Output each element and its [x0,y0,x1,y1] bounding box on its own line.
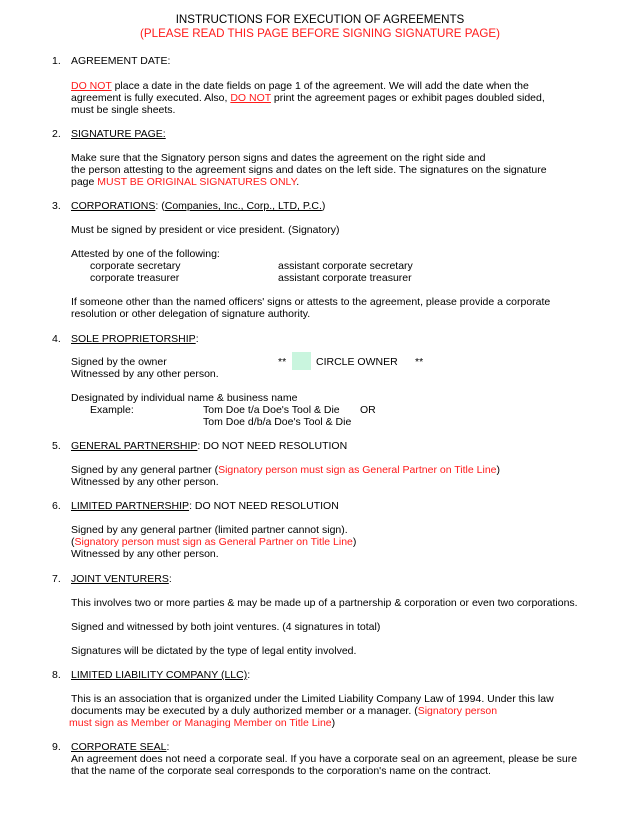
signatory-note: Signatory person must sign as General Partner on Title Line [218,464,497,476]
stars-marker: ** [415,356,424,368]
heading-text: JOINT VENTURERS [71,573,169,585]
paragraph-text: Signatures will be dictated by the type of legal entity involved. [71,645,357,657]
paragraph-text: agreement is fully executed. Also, [71,92,231,104]
section-heading [71,573,172,585]
signatory-note: Signatory person must sign as General Partner on Title Line [74,536,353,548]
section-number: 9. [52,741,61,753]
text-run: ( [71,536,75,548]
attester-option: assistant corporate secretary [278,260,413,272]
section-heading [71,741,169,753]
section-heading [71,500,339,512]
paragraph-text [71,176,299,188]
section-number: 5. [52,440,61,452]
example-name: Tom Doe t/a Doe's Tool & Die [203,404,340,416]
heading-text: SOLE PROPRIETORSHIP [71,333,196,345]
paragraph-text: Witnessed by any other person. [71,548,219,560]
paragraph-text: This involves two or more parties & may be made up of a partnership & corporation or even two corporations. [71,597,578,609]
text-run: : [195,333,199,345]
section-heading [71,669,250,681]
text-run: ) [496,464,500,476]
text-run: Signed by any general partner ( [71,464,219,476]
heading-text: CORPORATIONS [71,200,156,212]
signatory-note: must sign as Member or Managing Member on Title Line [69,717,332,729]
heading-text: LIMITED PARTNERSHIP [71,500,190,512]
section-number: 3. [52,200,61,212]
heading-text: GENERAL PARTNERSHIP [71,440,198,452]
do-not-warning: DO NOT [230,92,271,104]
paragraph-text: Signed by any general partner (limited partner cannot sign). [71,524,348,536]
paragraph-text: Must be signed by president or vice president. (Signatory) [71,224,340,236]
circle-owner-box[interactable] [292,352,311,370]
example-name: Tom Doe d/b/a Doe's Tool & Die [203,416,352,428]
original-signatures-warning: MUST BE ORIGINAL SIGNATURES ONLY [97,176,297,188]
paragraph-text: An agreement does not need a corporate seal. If you have a corporate seal on an agreement, please be sure [71,753,578,765]
paragraph-text: Designated by individual name & business name [71,392,298,404]
or-text: OR [360,404,376,416]
text-run: page [71,176,98,188]
attester-option: corporate secretary [90,260,181,272]
text-run: : ( [155,200,165,212]
paragraph-text: Witnessed by any other person. [71,368,219,380]
paragraph-text [71,464,500,476]
text-run: : [168,573,172,585]
section-heading: AGREEMENT DATE: [71,55,171,67]
attester-option: corporate treasurer [90,272,180,284]
stars-marker: ** [278,356,287,368]
signatory-note: Signatory person [417,705,498,717]
paragraph-text: Signed by the owner [71,356,167,368]
paragraph-text: print the agreement pages or exhibit pages doubled sided, [271,92,545,104]
paragraph-text: Signed and witnessed by both joint ventures. (4 signatures in total) [71,621,381,633]
paragraph-text: This is an association that is organized under the Limited Liability Company Law of 1994. Under this law [71,693,554,705]
paragraph-text: must be single sheets. [71,104,176,116]
section-number: 6. [52,500,61,512]
heading-text: LIMITED LIABILITY COMPANY (LLC) [71,669,248,681]
text-run: : [247,669,251,681]
text-run: : [166,741,170,753]
entity-types: Companies, Inc., Corp., LTD, P.C. [164,200,322,212]
paragraph-text: Witnessed by any other person. [71,476,219,488]
section-number: 4. [52,333,61,345]
paragraph-text: that the name of the corporate seal corresponds to the corporation's name on the contract. [71,765,491,777]
section-number: 7. [52,573,61,585]
text-run: ) [331,717,336,729]
text-run: : DO NOT NEED RESOLUTION [189,500,339,512]
section-heading [71,333,199,345]
paragraph-text [71,705,497,717]
page-subtitle: (PLEASE READ THIS PAGE BEFORE SIGNING SIGNATURE PAGE) [140,27,500,40]
section-number: 2. [52,128,61,140]
paragraph-text: the person attesting to the agreement signs and dates on the left side. The signatures on the signature [71,164,547,176]
section-number: 1. [52,55,61,67]
paragraph-text: resolution or other delegation of signature authority. [71,308,311,320]
section-heading: SIGNATURE PAGE: [71,128,166,140]
section-number: 8. [52,669,61,681]
page-title: INSTRUCTIONS FOR EXECUTION OF AGREEMENTS [175,13,465,26]
heading-text: CORPORATE SEAL [71,741,167,753]
do-not-warning: DO NOT [71,80,112,92]
paragraph-text [71,536,356,548]
paragraph-text [69,717,335,729]
text-run: ) [321,200,326,212]
attester-option: assistant corporate treasurer [278,272,412,284]
paragraph-text: place a date in the date fields on page 1 of the agreement. We will add the date when the [111,80,529,92]
paragraph-text: Attested by one of the following: [71,248,220,260]
text-run: . [296,176,300,188]
section-heading [71,440,347,452]
text-run: ) [352,536,357,548]
paragraph-text: If someone other than the named officers' signs or attests to the agreement, please provide a corporate [71,296,551,308]
section-heading [71,200,325,212]
paragraph-text: Make sure that the Signatory person signs and dates the agreement on the right side and [71,152,486,164]
text-run: documents may be executed by a duly authorized member or a manager. ( [71,705,418,717]
text-run: : DO NOT NEED RESOLUTION [197,440,348,452]
example-label: Example: [90,404,134,416]
circle-owner-label: CIRCLE OWNER [316,356,398,368]
